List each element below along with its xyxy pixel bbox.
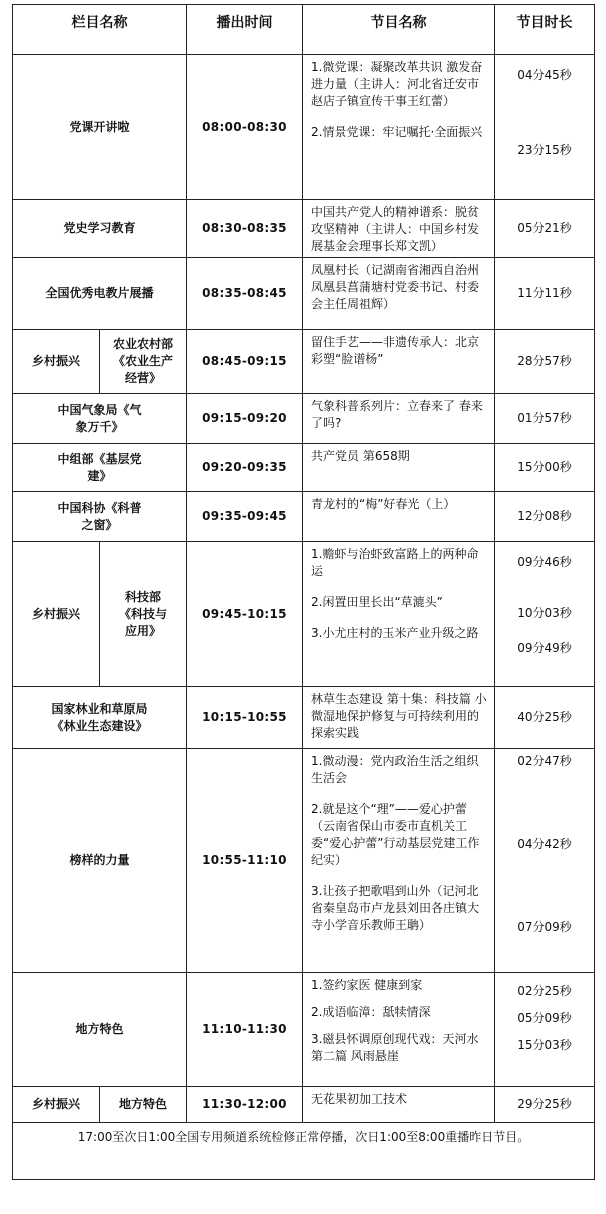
program-cell — [303, 394, 495, 444]
program-item: 青龙村的“梅”好春光（上） — [311, 497, 456, 511]
air-time: 09:45-10:15 — [187, 542, 303, 687]
air-time: 11:30-12:00 — [187, 1087, 303, 1123]
footer-row — [13, 1123, 595, 1180]
table-row — [13, 330, 595, 394]
duration-cell — [495, 542, 595, 687]
air-time: 08:35-08:45 — [187, 258, 303, 330]
header-duration: 节目时长 — [495, 5, 595, 55]
program-item: 1.微党课：凝聚改革共识 激发奋进力量（主讲人：河北省迁安市赵店子镇宣传干事王红蕾） — [311, 60, 483, 108]
duration-value: 02分25秒 — [517, 984, 572, 998]
program-item: 2.就是这个“理”——爱心护蕾（云南省保山市委市直机关工委“爱心护蕾”行动基层党建工作纪实） — [311, 802, 480, 867]
duration-value: 04分45秒 — [517, 68, 572, 82]
program-cell — [303, 200, 495, 258]
duration-value: 11分11秒 — [495, 258, 595, 330]
program-cell — [303, 492, 495, 542]
program-cell — [303, 973, 495, 1087]
program-item: 中国共产党人的精神谱系：脱贫攻坚精神（主讲人：中国乡村发展基金会理事长郑文凯） — [311, 205, 480, 253]
program-item: 留住手艺——非遗传承人：北京彩塑“脸谱杨” — [311, 335, 480, 366]
table-row — [13, 542, 595, 687]
program-item: 1.赡虾与治虾致富路上的两种命运 — [311, 547, 479, 578]
duration-value: 09分46秒 — [517, 555, 572, 569]
table-row — [13, 749, 595, 973]
program-item: 3.磁县怀调原创现代戏：天河水 第二篇 风雨悬崖 — [311, 1032, 479, 1063]
program-cell — [303, 749, 495, 973]
table-row — [13, 394, 595, 444]
column-name: 党史学习教育 — [13, 200, 187, 258]
duration-value: 23分15秒 — [517, 143, 572, 157]
duration-value: 09分49秒 — [517, 641, 572, 655]
column-name: 国家林业和草原局《林业生态建设》 — [13, 687, 187, 749]
air-time: 08:30-08:35 — [187, 200, 303, 258]
program-item: 1.微动漫：党内政治生活之组织生活会 — [311, 754, 479, 785]
sub-column-name: 科技部《科技与应用》 — [100, 542, 187, 687]
duration-value: 05分21秒 — [495, 200, 595, 258]
program-item: 无花果初加工技术 — [311, 1092, 408, 1106]
program-cell — [303, 258, 495, 330]
column-name: 榜样的力量 — [13, 749, 187, 973]
program-cell — [303, 444, 495, 492]
sub-column-name: 农业农村部《农业生产经营》 — [100, 330, 187, 394]
program-item: 1.签约家医 健康到家 — [311, 978, 423, 992]
column-name: 乡村振兴 — [13, 542, 100, 687]
duration-value: 28分57秒 — [495, 330, 595, 394]
program-item: 林草生态建设 第十集：科技篇 小微湿地保护修复与可持续利用的探索实践 — [311, 692, 487, 740]
duration-value: 02分47秒 — [517, 754, 572, 768]
duration-value: 01分57秒 — [495, 394, 595, 444]
air-time: 09:15-09:20 — [187, 394, 303, 444]
program-cell — [303, 1087, 495, 1123]
table-row — [13, 200, 595, 258]
program-item: 2.闲置田里长出“草漉头” — [311, 595, 443, 609]
column-name: 全国优秀电教片展播 — [13, 258, 187, 330]
table-row — [13, 55, 595, 200]
header-column: 栏目名称 — [13, 5, 187, 55]
column-name: 中国气象局《气象万千》 — [13, 394, 187, 444]
column-name: 地方特色 — [13, 973, 187, 1087]
duration-cell — [495, 749, 595, 973]
duration-value: 29分25秒 — [495, 1087, 595, 1123]
column-name: 党课开讲啦 — [13, 55, 187, 200]
header-time: 播出时间 — [187, 5, 303, 55]
program-item: 气象科普系列片：立春来了 春来了吗? — [311, 399, 483, 430]
program-cell — [303, 542, 495, 687]
column-name: 中国科协《科普之窗》 — [13, 492, 187, 542]
column-name: 中组部《基层党建》 — [13, 444, 187, 492]
air-time: 09:35-09:45 — [187, 492, 303, 542]
duration-value: 07分09秒 — [517, 920, 572, 934]
duration-value: 10分03秒 — [517, 606, 572, 620]
table-row — [13, 258, 595, 330]
duration-value: 04分42秒 — [517, 837, 572, 851]
table-row — [13, 444, 595, 492]
program-item: 2.成语临漳：舐犊情深 — [311, 1005, 431, 1019]
column-name: 乡村振兴 — [13, 1087, 100, 1123]
table-row — [13, 492, 595, 542]
header-program: 节目名称 — [303, 5, 495, 55]
program-item: 凤凰村长（记湖南省湘西自治州凤凰县菖蒲塘村党委书记、村委会主任周祖辉） — [311, 263, 480, 311]
table-row — [13, 687, 595, 749]
footer-note: 17:00至次日1:00全国专用频道系统检修正常停播，次日1:00至8:00重播昨日节目。 — [13, 1123, 595, 1180]
header-row — [13, 5, 595, 55]
duration-value: 12分08秒 — [495, 492, 595, 542]
air-time: 11:10-11:30 — [187, 973, 303, 1087]
duration-value: 15分00秒 — [495, 444, 595, 492]
program-item: 2.情景党课：牢记嘱托·全面振兴 — [311, 125, 483, 139]
duration-cell — [495, 973, 595, 1087]
column-name: 乡村振兴 — [13, 330, 100, 394]
air-time: 10:15-10:55 — [187, 687, 303, 749]
schedule-table — [12, 4, 595, 1180]
duration-value: 05分09秒 — [517, 1011, 572, 1025]
air-time: 09:20-09:35 — [187, 444, 303, 492]
program-cell — [303, 330, 495, 394]
duration-value: 15分03秒 — [517, 1038, 572, 1052]
program-item: 共产党员 第658期 — [311, 449, 410, 463]
air-time: 08:00-08:30 — [187, 55, 303, 200]
program-cell — [303, 687, 495, 749]
duration-cell — [495, 55, 595, 200]
table-row — [13, 1087, 595, 1123]
sub-column-name: 地方特色 — [100, 1087, 187, 1123]
table-row — [13, 973, 595, 1087]
air-time: 08:45-09:15 — [187, 330, 303, 394]
program-cell — [303, 55, 495, 200]
duration-value: 40分25秒 — [495, 687, 595, 749]
air-time: 10:55-11:10 — [187, 749, 303, 973]
program-item: 3.让孩子把歌唱到山外（记河北省秦皇岛市卢龙县刘田各庄镇大寺小学音乐教师王聃） — [311, 884, 480, 932]
program-item: 3.小尤庄村的玉米产业升级之路 — [311, 626, 479, 640]
